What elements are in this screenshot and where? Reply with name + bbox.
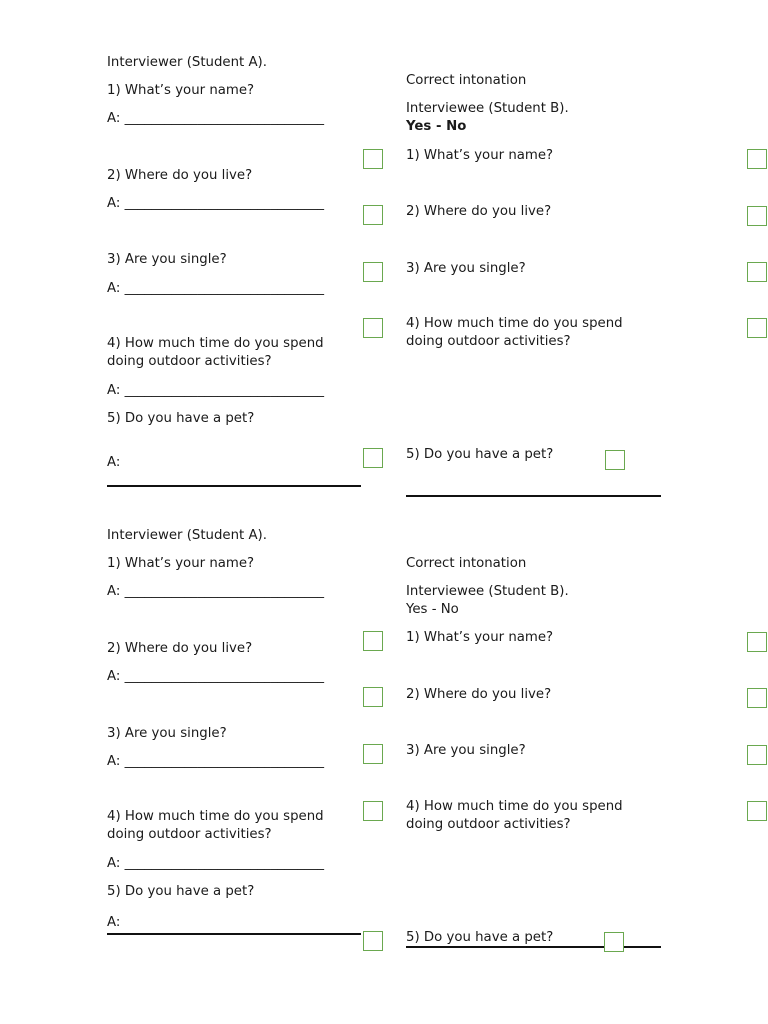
checkbox[interactable]: [363, 801, 383, 821]
checkbox[interactable]: [747, 149, 767, 169]
question-2: 2) Where do you live?: [406, 204, 552, 219]
checkbox[interactable]: [605, 450, 625, 470]
question-2: 2) Where do you live?: [107, 641, 253, 656]
question-1: 1) What’s your name?: [406, 630, 554, 645]
answer-5-line[interactable]: [107, 485, 361, 487]
checkbox[interactable]: [363, 931, 383, 951]
correct-intonation-label: Correct intonation: [406, 73, 527, 88]
answer-2-field[interactable]: A: ______________________________: [107, 669, 325, 684]
answer-4-field[interactable]: A: ______________________________: [107, 383, 325, 398]
checkbox[interactable]: [747, 745, 767, 765]
question-3: 3) Are you single?: [107, 726, 227, 741]
yes-no-label: Yes - No: [406, 119, 467, 134]
answer-5-line[interactable]: [406, 495, 661, 497]
question-3: 3) Are you single?: [406, 261, 526, 276]
checkbox[interactable]: [363, 744, 383, 764]
checkbox[interactable]: [747, 801, 767, 821]
question-2: 2) Where do you live?: [107, 168, 253, 183]
checkbox[interactable]: [363, 631, 383, 651]
answer-2-field[interactable]: A: ______________________________: [107, 196, 325, 211]
answer-5-label: A:: [107, 915, 121, 930]
checkbox[interactable]: [363, 149, 383, 169]
checkbox[interactable]: [363, 687, 383, 707]
question-2: 2) Where do you live?: [406, 687, 552, 702]
answer-5-line[interactable]: [107, 933, 361, 935]
question-5: 5) Do you have a pet?: [406, 930, 554, 945]
correct-intonation-label: Correct intonation: [406, 556, 527, 571]
question-3: 3) Are you single?: [406, 743, 526, 758]
checkbox[interactable]: [363, 205, 383, 225]
question-1: 1) What’s your name?: [107, 83, 255, 98]
answer-1-field[interactable]: A: ______________________________: [107, 111, 325, 126]
question-4: 4) How much time do you spend doing outdoor activities?: [107, 336, 324, 369]
interviewer-header: Interviewer (Student A).: [107, 55, 267, 70]
answer-3-field[interactable]: A: ______________________________: [107, 754, 325, 769]
question-4: 4) How much time do you spend doing outdoor activities?: [406, 799, 623, 832]
question-5: 5) Do you have a pet?: [406, 447, 554, 462]
yes-no-label: Yes - No: [406, 602, 459, 617]
question-5: 5) Do you have a pet?: [107, 884, 255, 899]
checkbox[interactable]: [363, 448, 383, 468]
question-4: 4) How much time do you spend doing outdoor activities?: [107, 809, 324, 842]
checkbox[interactable]: [747, 318, 767, 338]
checkbox[interactable]: [747, 632, 767, 652]
answer-5-label: A:: [107, 455, 121, 470]
question-1: 1) What’s your name?: [107, 556, 255, 571]
checkbox[interactable]: [747, 688, 767, 708]
checkbox[interactable]: [363, 318, 383, 338]
checkbox[interactable]: [604, 932, 624, 952]
interviewee-header: Interviewee (Student B).: [406, 584, 569, 599]
checkbox[interactable]: [363, 262, 383, 282]
checkbox[interactable]: [747, 206, 767, 226]
answer-4-field[interactable]: A: ______________________________: [107, 856, 325, 871]
question-5: 5) Do you have a pet?: [107, 411, 255, 426]
interviewee-header: Interviewee (Student B).: [406, 101, 569, 116]
question-1: 1) What’s your name?: [406, 148, 554, 163]
answer-1-field[interactable]: A: ______________________________: [107, 584, 325, 599]
checkbox[interactable]: [747, 262, 767, 282]
question-3: 3) Are you single?: [107, 252, 227, 267]
interviewer-header: Interviewer (Student A).: [107, 528, 267, 543]
question-4: 4) How much time do you spend doing outdoor activities?: [406, 316, 623, 349]
answer-3-field[interactable]: A: ______________________________: [107, 281, 325, 296]
